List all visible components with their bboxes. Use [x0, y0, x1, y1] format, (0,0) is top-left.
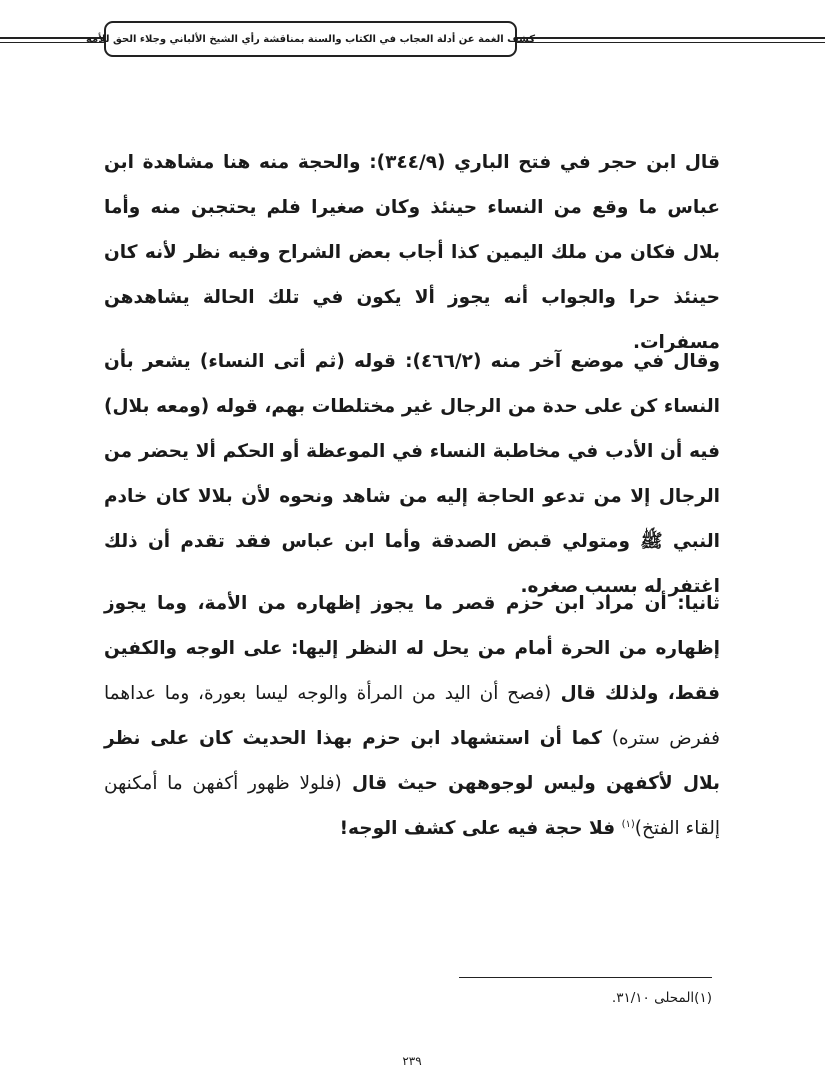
paragraph-2-part-2: ألا يحضر من الرجال إلا من تدعو الحاجة إليه من شاهد ونحوه لأن بلالا كان خادم النبي ﷺ ومتولي قبض الصدقة وأما ابن عباس فقد تقدم أن ذلك اغتفر له بسبب صغره. — [104, 440, 720, 597]
running-header-title: كشف الغمة عن أدلة العجاب في الكتاب والسنة بمناقشة رأي الشيخ الألباني وجلاء الحق للأمة — [85, 33, 536, 45]
paragraph-2-part-1: وقال في موضع آخر منه (٤٦٦/٢): قوله (ثم أتى النساء) يشعر بأن النساء كن على حدة من الرجال غير مختلطات بهم، قوله (ومعه بلال) فيه أن الأدب في مخاطبة النساء في الموعظة أو الحكم — [104, 350, 720, 462]
paragraph-1: قال ابن حجر في فتح الباري (٣٤٤/٩): والحجة منه هنا مشاهدة ابن عباس ما وقع من النساء حينئذ وكان صغيرا فلم يحتجبن منه وأما بلال فكان من ملك اليمين كذا أجاب بعض الشراح وفيه نظر لأنه كان حينئذ حرا والجواب أنه يجوز ألا يكون في تلك الحالة يشاهدهن مسفرات. — [104, 151, 720, 353]
paragraph-3-part-1: ثانيا: أن مراد ابن حزم قصر ما يجوز إظهاره من الأمة، وما يجوز إظهاره من الحرة أمام من يحل له النظر إليها: على الوجه والكفين فقط، ولذلك قال — [104, 592, 720, 704]
paragraph-3-quote-2: (فلولا ظهور أكفهن ما أمكنهن إلقاء الفتخ) — [104, 772, 720, 839]
running-header — [85, 21, 536, 57]
footnote: (١)المحلى ٣١/١٠. — [611, 990, 712, 1006]
footnote-reference[interactable]: (١) — [621, 818, 635, 830]
paragraph-3-part-5: فلا حجة فيه على كشف الوجه! — [339, 817, 622, 839]
page-number: ٢٣٩ — [402, 1054, 422, 1068]
paragraph-3-quote-1: (فصح أن اليد من المرأة والوجه ليسا بعورة، وما عداهما ففرض ستره) — [104, 682, 721, 749]
footnote-separator — [459, 977, 712, 978]
paragraph-2 — [104, 339, 720, 609]
paragraph-3-part-3: كما أن استشهاد ابن حزم بهذا الحديث كان على نظر بلال لأكفهن وليس لوجوههن حيث قال — [104, 727, 721, 794]
paragraph-3 — [104, 581, 720, 851]
